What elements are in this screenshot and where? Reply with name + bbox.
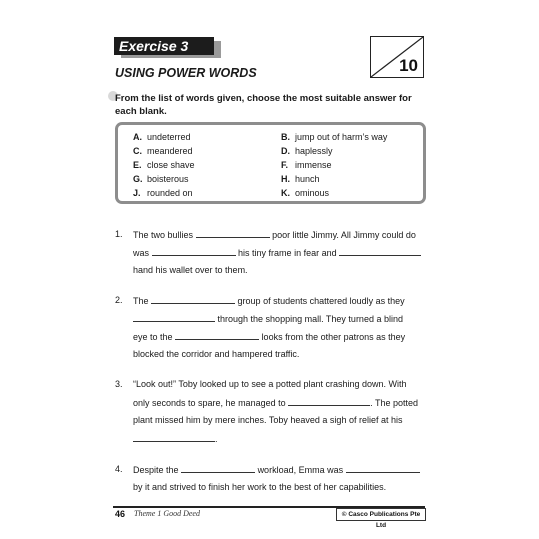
word-option-b [281, 132, 387, 143]
question-number: 2. [115, 295, 123, 305]
answer-blank[interactable] [152, 247, 236, 256]
question-text: group of students chattered loudly as they [237, 296, 405, 306]
question-text: The [133, 296, 149, 306]
question-text: plant missed him by mere inches. Toby heaved a sigh of relief at his [133, 415, 403, 425]
answer-blank[interactable] [133, 433, 215, 442]
question-text: workload, Emma was [257, 465, 344, 475]
answer-blank[interactable] [151, 295, 235, 304]
option-word: undeterred [147, 132, 191, 142]
option-letter: G. [133, 174, 143, 184]
answer-blank[interactable] [175, 331, 259, 340]
word-option-j [133, 188, 193, 199]
question-1-line-3 [133, 265, 248, 275]
word-list-box [115, 122, 426, 204]
question-2-line-4 [133, 349, 299, 359]
option-letter: D. [281, 146, 290, 156]
total-score: 10 [399, 56, 418, 75]
word-option-e [133, 160, 195, 171]
answer-blank[interactable] [196, 229, 270, 238]
option-word: immense [295, 160, 332, 170]
question-text: by it and strived to finish her work to the best of her capabilities. [133, 482, 387, 492]
question-text: . The potted [370, 398, 418, 408]
question-text: only seconds to spare, he managed to [133, 398, 286, 408]
question-3-line-4 [133, 433, 218, 444]
option-word: jump out of harm’s way [295, 132, 388, 142]
question-3-line-2 [133, 397, 418, 408]
question-4-line-1 [133, 464, 420, 475]
question-4-line-2 [133, 482, 386, 492]
question-text: his tiny frame in fear and [238, 248, 337, 258]
option-letter: B. [281, 132, 290, 142]
question-text: eye to the [133, 332, 173, 342]
exercise-badge: Exercise 3 [114, 37, 214, 55]
option-letter: E. [133, 160, 142, 170]
word-option-k [281, 188, 329, 199]
option-word: ominous [295, 188, 330, 198]
question-text: through the shopping mall. They turned a blind [217, 314, 403, 324]
answer-blank[interactable] [288, 397, 370, 406]
word-option-g [133, 174, 189, 185]
question-text: Despite the [133, 465, 179, 475]
answer-blank[interactable] [181, 464, 255, 473]
question-2-line-1 [133, 295, 405, 306]
option-letter: J. [133, 188, 141, 198]
option-word: rounded on [147, 188, 193, 198]
option-word: close shave [147, 160, 195, 170]
copyright-notice: © Casco Publications Pte Ltd [336, 508, 426, 521]
score-box [370, 36, 424, 78]
answer-blank[interactable] [339, 247, 421, 256]
word-option-f [281, 160, 332, 171]
question-number: 3. [115, 379, 123, 389]
option-letter: H. [281, 174, 290, 184]
word-option-c [133, 146, 193, 157]
question-text: . [215, 434, 218, 444]
question-3-line-1 [133, 379, 407, 389]
word-option-d [281, 146, 333, 157]
exercise-title: USING POWER WORDS [115, 66, 257, 80]
question-text: hand his wallet over to them. [133, 265, 248, 275]
option-word: boisterous [147, 174, 189, 184]
word-option-a [133, 132, 191, 143]
question-text: was [133, 248, 150, 258]
option-letter: C. [133, 146, 142, 156]
option-word: haplessly [295, 146, 333, 156]
page-number: 46 [115, 509, 126, 519]
question-3-line-3 [133, 415, 402, 425]
question-2-line-3 [133, 331, 405, 342]
option-letter: K. [281, 188, 290, 198]
instruction-text: From the list of words given, choose the most suitable answer for each blank. [115, 93, 412, 117]
answer-blank[interactable] [346, 464, 420, 473]
question-number: 4. [115, 464, 123, 474]
theme-label: Theme 1 Good Deed [134, 509, 200, 518]
word-option-h [281, 174, 320, 185]
answer-blank[interactable] [133, 313, 215, 322]
option-letter: A. [133, 132, 142, 142]
option-word: hunch [295, 174, 320, 184]
question-2-line-2 [133, 313, 403, 324]
question-text: The two bullies [133, 230, 194, 240]
question-1-line-2 [133, 247, 421, 258]
question-text: looks from the other patrons as they [261, 332, 406, 342]
question-text: blocked the corridor and hampered traffic. [133, 349, 300, 359]
question-1-line-1 [133, 229, 416, 240]
option-word: meandered [147, 146, 193, 156]
question-text: “Look out!” Toby looked up to see a potted plant crashing down. With [133, 379, 407, 389]
question-number: 1. [115, 229, 123, 239]
question-text: poor little Jimmy. All Jimmy could do [272, 230, 416, 240]
option-letter: F. [281, 160, 289, 170]
